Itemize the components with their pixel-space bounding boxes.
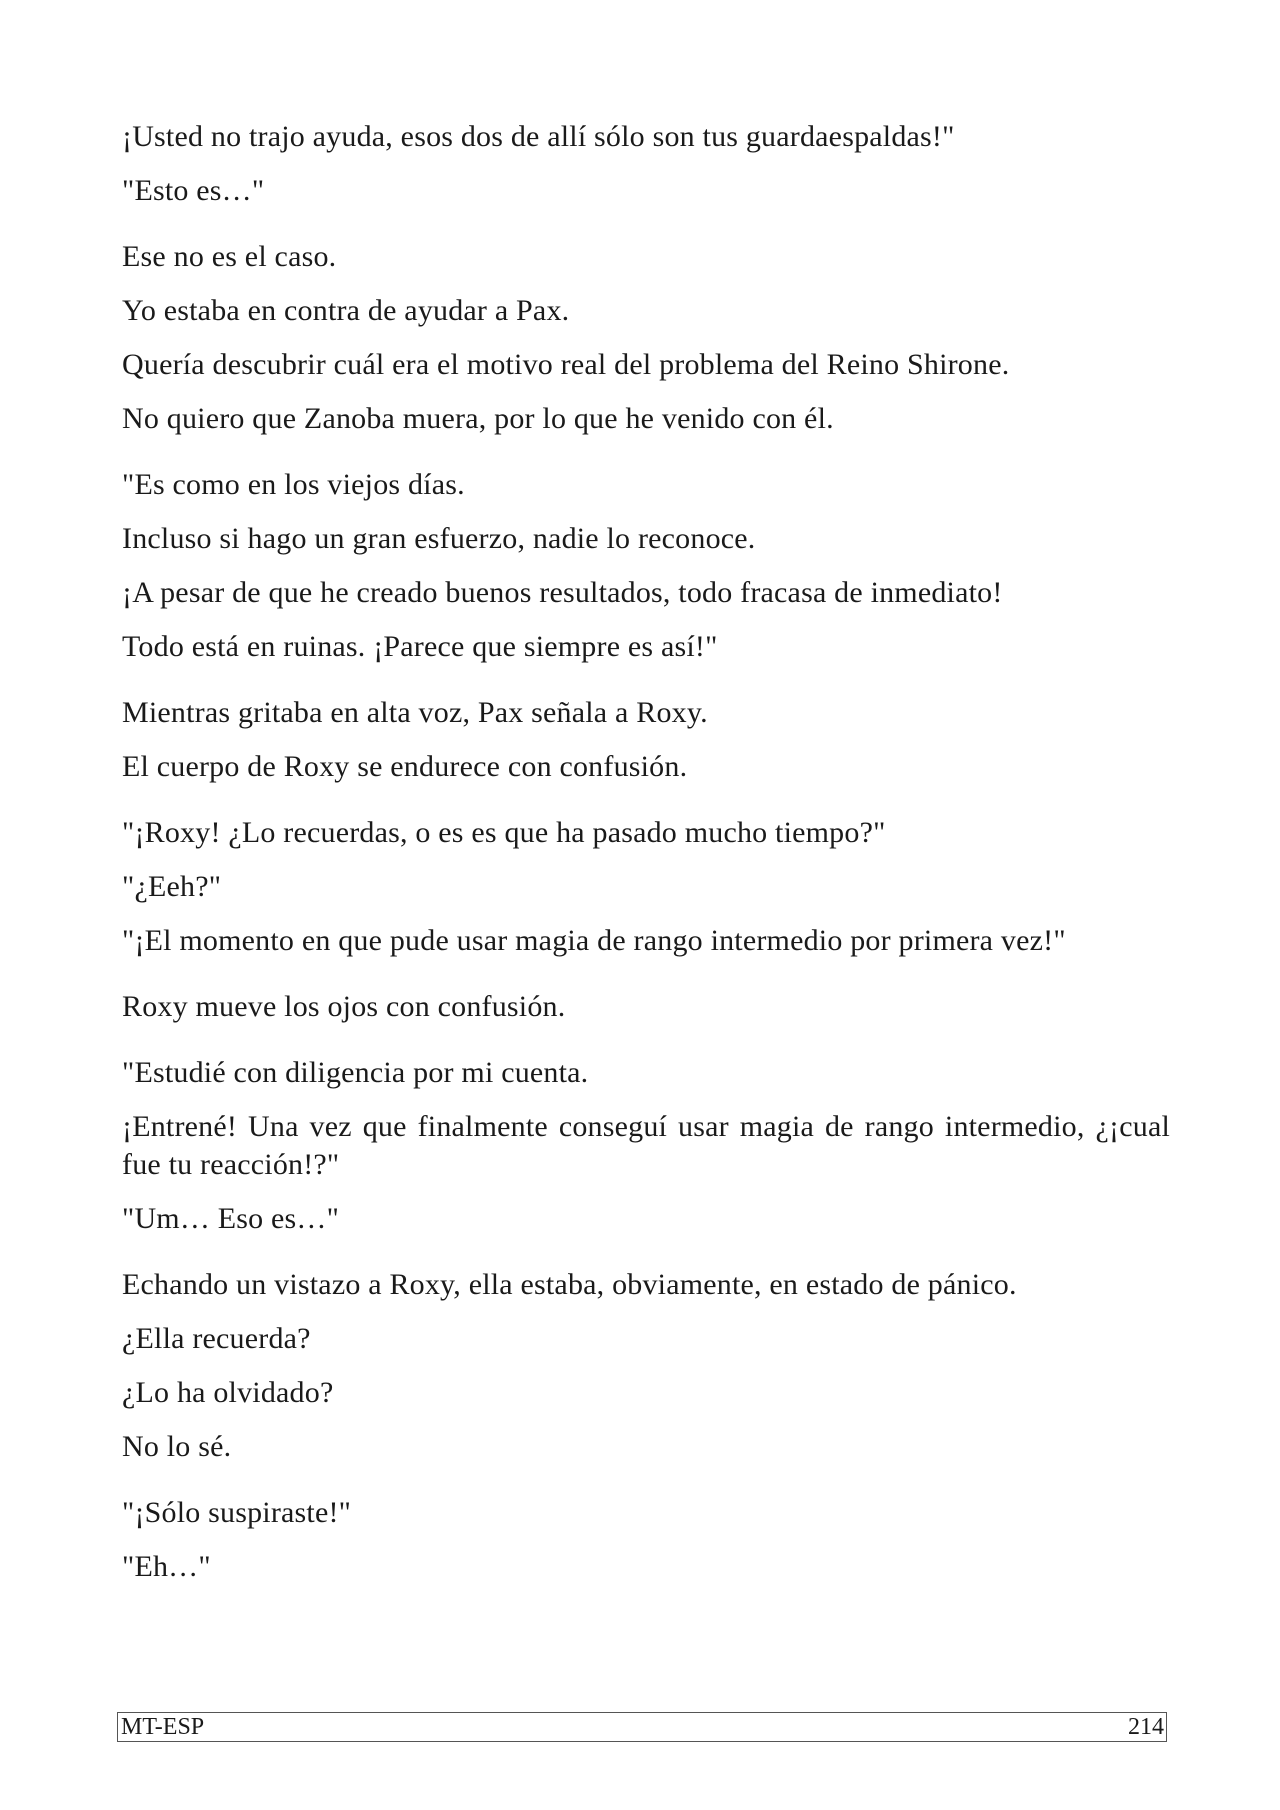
paragraph: "Estudié con diligencia por mi cuenta. — [122, 1056, 589, 1089]
paragraph: "¡El momento en que pude usar magia de rango intermedio por primera vez!" — [122, 924, 1066, 957]
paragraph: "Um… Eso es…" — [122, 1202, 340, 1235]
paragraph: "¡Sólo suspiraste!" — [122, 1496, 352, 1529]
paragraph: No quiero que Zanoba muera, por lo que he venido con él. — [122, 402, 834, 435]
page-footer — [117, 1712, 1167, 1742]
paragraph: "¿Eeh?" — [122, 870, 222, 903]
paragraph: Roxy mueve los ojos con confusión. — [122, 990, 566, 1023]
paragraph: Incluso si hago un gran esfuerzo, nadie lo reconoce. — [122, 522, 756, 555]
paragraph: Ese no es el caso. — [122, 240, 337, 273]
paragraph: Todo está en ruinas. ¡Parece que siempre es así!" — [122, 630, 718, 663]
paragraph: No lo sé. — [122, 1430, 232, 1463]
page-number: 214 — [1128, 1714, 1164, 1740]
paragraph: ¡A pesar de que he creado buenos resultados, todo fracasa de inmediato! — [122, 576, 1003, 609]
paragraph: ¿Lo ha olvidado? — [122, 1376, 334, 1409]
paragraph: El cuerpo de Roxy se endurece con confusión. — [122, 750, 688, 783]
page-body — [122, 118, 1170, 1586]
paragraph: "Esto es…" — [122, 174, 265, 207]
paragraph: Mientras gritaba en alta voz, Pax señala a Roxy. — [122, 696, 708, 729]
footer-source-label: MT-ESP — [121, 1714, 205, 1740]
paragraph: "Es como en los viejos días. — [122, 468, 465, 501]
paragraph: ¿Ella recuerda? — [122, 1322, 311, 1355]
paragraph: Yo estaba en contra de ayudar a Pax. — [122, 294, 570, 327]
paragraph: Echando un vistazo a Roxy, ella estaba, obviamente, en estado de pánico. — [122, 1268, 1017, 1301]
paragraph: ¡Usted no trajo ayuda, esos dos de allí sólo son tus guardaespaldas!" — [122, 120, 955, 153]
paragraph: Quería descubrir cuál era el motivo real del problema del Reino Shirone. — [122, 348, 1010, 381]
paragraph: ¡Entrené! Una vez que finalmente conseguí usar magia de rango intermedio, ¿¡cual fue tu reacción!?" — [122, 1110, 1170, 1181]
paragraph: "Eh…" — [122, 1550, 211, 1583]
paragraph: "¡Roxy! ¿Lo recuerdas, o es es que ha pasado mucho tiempo?" — [122, 816, 886, 849]
